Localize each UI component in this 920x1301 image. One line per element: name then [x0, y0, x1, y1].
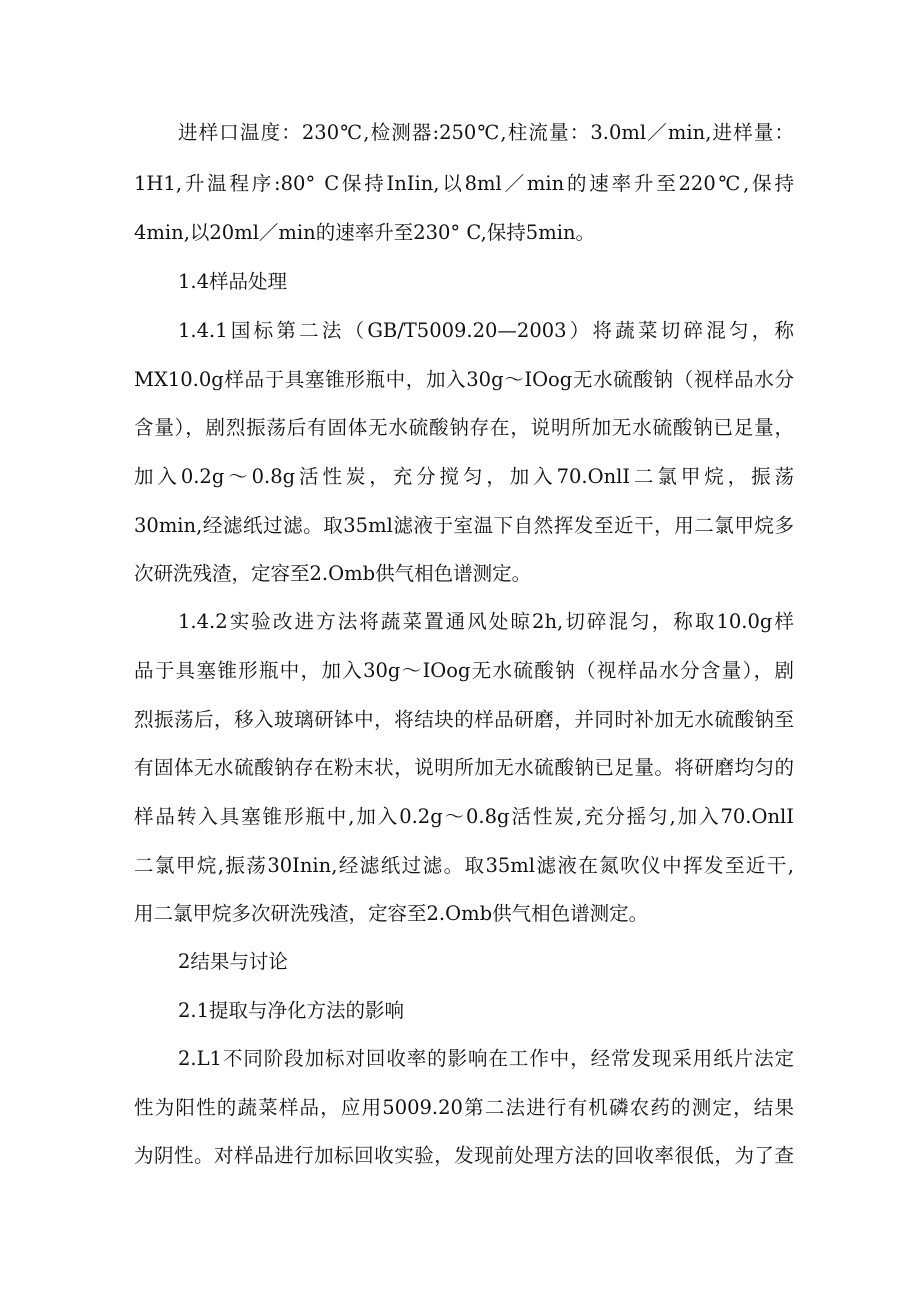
text-line: 4min,以20ml／min的速率升至230° C,保持5min。 [134, 221, 596, 244]
subsection-heading: 2.1提取与净化方法的影响 [178, 999, 405, 1022]
text-line: 性为阳性的蔬菜样品，应用5009.20第二法进行有机磷农药的测定，结果 [134, 1096, 794, 1119]
text-line: 为阴性。对样品进行加标回收实验，发现前处理方法的回收率很低，为了查 [134, 1144, 794, 1167]
text-line: 1H1,升温程序:80° C保持InIin,以8ml／min的速率升至220℃,保持 [134, 172, 794, 195]
text-line: 含量），剧烈振荡后有固体无水硫酸钠存在，说明所加无水硫酸钠已足量， [134, 416, 794, 439]
text-line: 品于具塞锥形瓶中，加入30g～IOog无水硫酸钠（视样品水分含量），剧 [134, 659, 794, 682]
section-heading: 2结果与讨论 [178, 950, 288, 973]
text-line: 加入0.2g～0.8g活性炭，充分搅匀，加入70.OnlI二氯甲烷，振荡 [134, 465, 794, 488]
text-line: 1.4.2实验改进方法将蔬菜置通风处晾2h,切碎混匀，称取10.0g样 [178, 610, 794, 633]
text-line: MX10.0g样品于具塞锥形瓶中，加入30g～IOog无水硫酸钠（视样品水分 [134, 368, 794, 391]
text-line: 二氯甲烷,振荡30Inin,经滤纸过滤。取35ml滤液在氮吹仪中挥发至近干, [134, 854, 794, 877]
text-line: 有固体无水硫酸钠存在粉末状，说明所加无水硫酸钠已足量。将研磨均匀的 [134, 756, 794, 779]
text-line: 用二氯甲烷多次研洗残渣，定容至2.Omb供气相色谱测定。 [134, 902, 649, 925]
text-line: 2.L1不同阶段加标对回收率的影响在工作中，经常发现采用纸片法定 [178, 1047, 794, 1070]
text-line: 进样口温度：230℃,检测器:250℃,柱流量：3.0ml／min,进样量： [178, 121, 794, 144]
text-line: 样品转入具塞锥形瓶中,加入0.2g～0.8g活性炭,充分摇匀,加入70.OnlI [134, 805, 794, 828]
text-line: 30min,经滤纸过滤。取35ml滤液于室温下自然挥发至近干，用二氯甲烷多 [134, 514, 794, 537]
text-line: 次研洗残渣，定容至2.Omb供气相色谱测定。 [134, 562, 532, 585]
section-heading: 1.4样品处理 [178, 270, 288, 293]
text-line: 1.4.1国标第二法（GB/T5009.20—2003）将蔬菜切碎混匀，称 [178, 319, 794, 342]
text-line: 烈振荡后，移入玻璃研钵中，将结块的样品研磨，并同时补加无水硫酸钠至 [134, 708, 794, 731]
